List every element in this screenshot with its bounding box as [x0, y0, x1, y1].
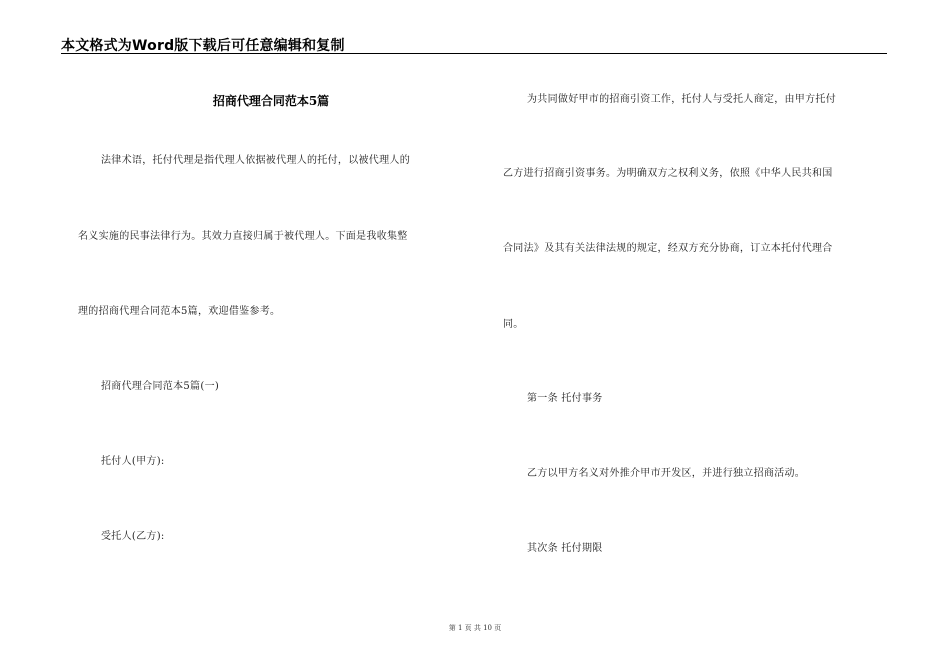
left-paragraph-line: 理的招商代理合同范本5篇，欢迎借鉴参考。 — [78, 306, 281, 317]
article-heading: 其次条 托付期限 — [527, 543, 603, 554]
header-divider — [61, 53, 887, 54]
right-paragraph-line: 合同法》及其有关法律法规的规定，经双方充分协商，订立本托付代理合 — [503, 243, 833, 254]
right-paragraph-line: 同。 — [503, 319, 524, 330]
article-body: 乙方以甲方名义对外推介甲市开发区，并进行独立招商活动。 — [527, 468, 806, 479]
right-paragraph-line: 为共同做好甲市的招商引资工作，托付人与受托人商定，由甲方托付 — [527, 94, 836, 105]
article-heading: 第一条 托付事务 — [527, 393, 603, 404]
left-paragraph-line: 法律术语，托付代理是指代理人依据被代理人的托付，以被代理人的 — [101, 155, 410, 166]
contract-heading: 招商代理合同范本5篇(一) — [101, 381, 220, 392]
agent-party-label: 受托人(乙方): — [101, 531, 165, 542]
page-indicator: 第 1 页 共 10 页 — [448, 624, 502, 632]
right-paragraph-line: 乙方进行招商引资事务。为明确双方之权利义务，依照《中华人民共和国 — [503, 168, 833, 179]
left-paragraph-line: 名义实施的民事法律行为。其效力直接归属于被代理人。下面是我收集整 — [78, 231, 408, 242]
document-title: 招商代理合同范本5篇 — [212, 94, 330, 108]
header-title: 本文格式为Word版下载后可任意编辑和复制 — [61, 38, 345, 54]
principal-party-label: 托付人(甲方): — [101, 456, 165, 467]
